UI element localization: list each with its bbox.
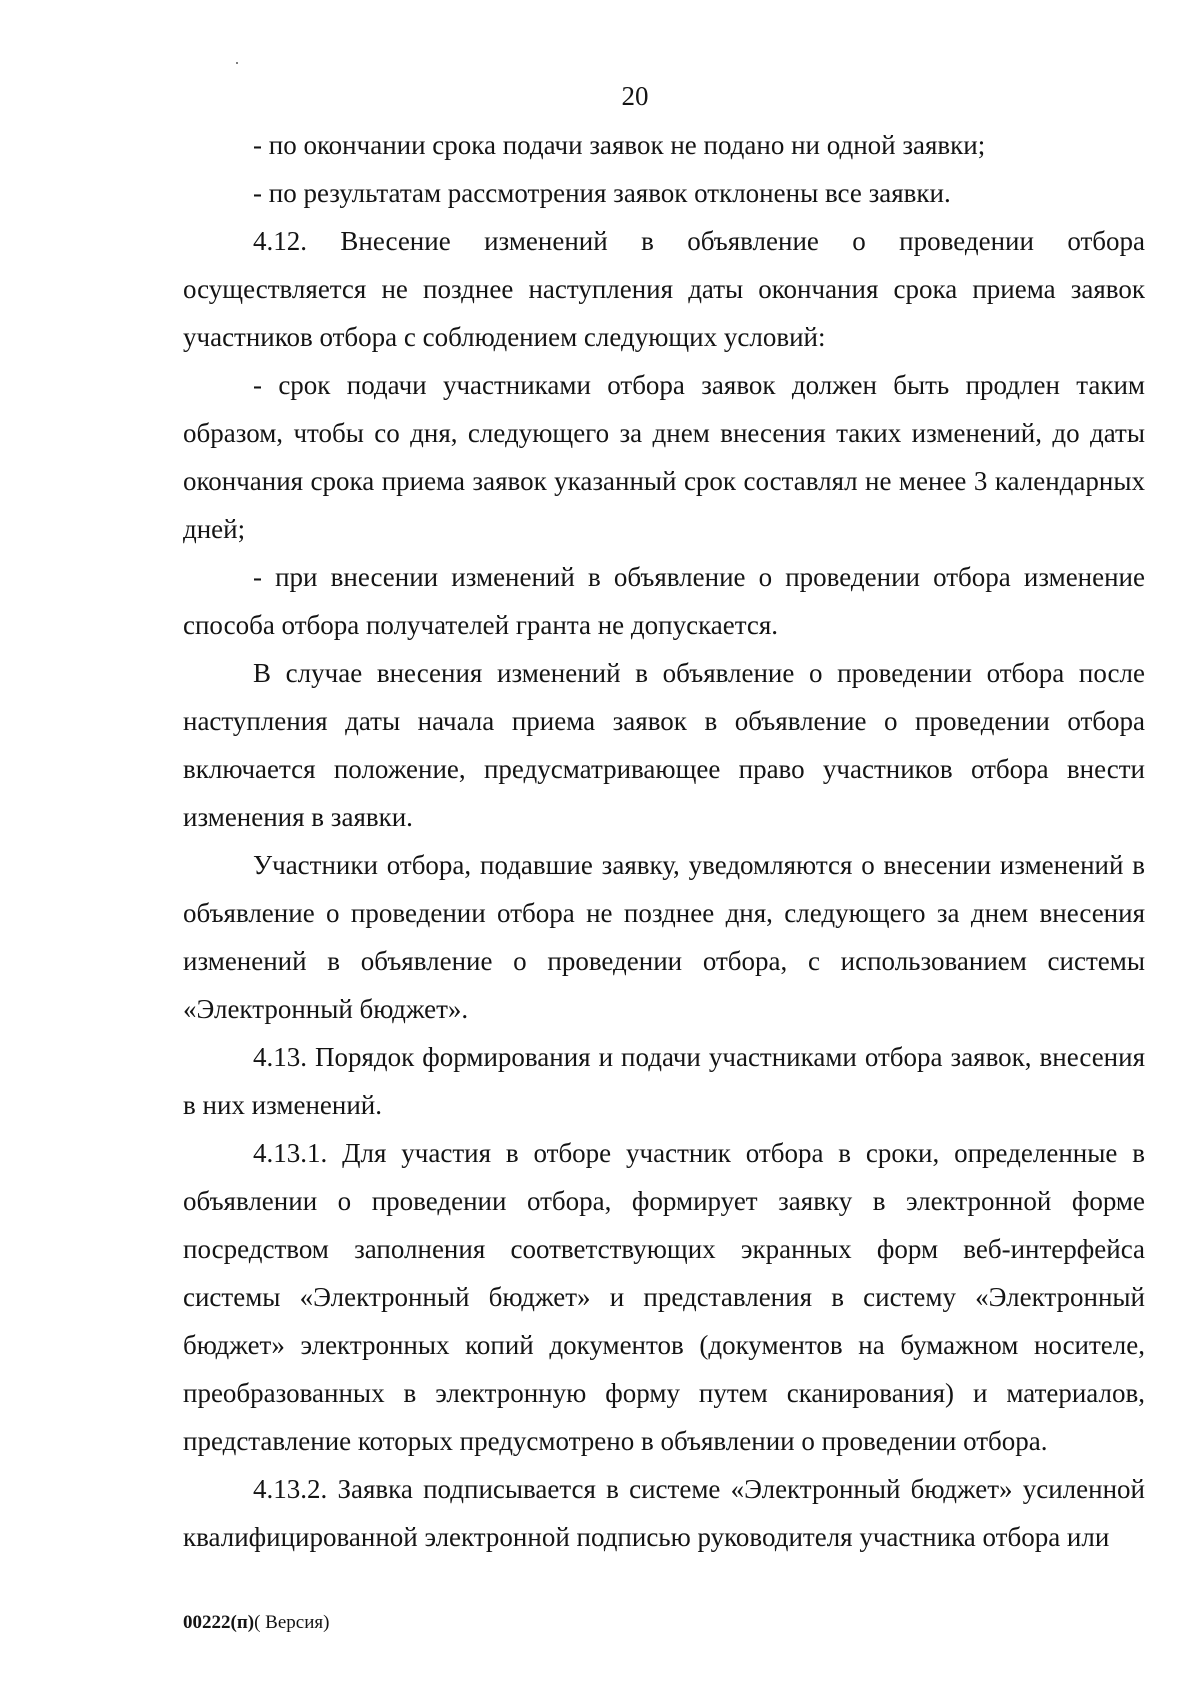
document-version: ( Версия) bbox=[254, 1612, 330, 1633]
paragraph: - по окончании срока подачи заявок не подано ни одной заявки; bbox=[253, 130, 986, 160]
paragraph: - срок подачи участниками отбора заявок должен быть продлен таким образом, чтобы со дня, следующего за днем внесения таких изменений, до даты окончания срока приема заявок указанный срок составлял не менее 3 календарных дней; bbox=[183, 370, 1145, 544]
document-code: 00222(п) bbox=[183, 1612, 255, 1633]
document-footer bbox=[183, 1611, 329, 1635]
paragraph: 4.13.1. Для участия в отборе участник отбора в сроки, определенные в объявлении о проведении отбора, формирует заявку в электронной форме посредством заполнения соответствующих экранных форм веб-интерфейса системы «Электронный бюджет» и представления в систему «Электронный бюджет» электронных копий документов (документов на бумажном носителе, преобразованных в электронную форму путем сканирования) и материалов, представление которых предусмотрено в объявлении о проведении отбора. bbox=[183, 1138, 1145, 1456]
scan-speck bbox=[236, 62, 238, 64]
page-number: 20 bbox=[621, 81, 649, 111]
paragraph: 4.13.2. Заявка подписывается в системе «Электронный бюджет» усиленной квалифицированной электронной подписью руководителя участника отбора или bbox=[183, 1474, 1145, 1552]
paragraph: Участники отбора, подавшие заявку, уведомляются о внесении изменений в объявление о проведении отбора не позднее дня, следующего за днем внесения изменений в объявление о проведении отбора, с использованием системы «Электронный бюджет». bbox=[183, 850, 1145, 1024]
paragraph: 4.12. Внесение изменений в объявление о проведении отбора осуществляется не позднее наступления даты окончания срока приема заявок участников отбора с соблюдением следующих условий: bbox=[183, 226, 1145, 352]
body-text bbox=[183, 121, 1145, 1561]
paragraph: - по результатам рассмотрения заявок отклонены все заявки. bbox=[253, 178, 951, 208]
paragraph: 4.13. Порядок формирования и подачи участниками отбора заявок, внесения в них изменений. bbox=[183, 1042, 1145, 1120]
paragraph: В случае внесения изменений в объявление о проведении отбора после наступления даты начала приема заявок в объявление о проведении отбора включается положение, предусматривающее право участников отбора внести изменения в заявки. bbox=[183, 658, 1145, 832]
paragraph: - при внесении изменений в объявление о проведении отбора изменение способа отбора получателей гранта не допускается. bbox=[183, 562, 1145, 640]
